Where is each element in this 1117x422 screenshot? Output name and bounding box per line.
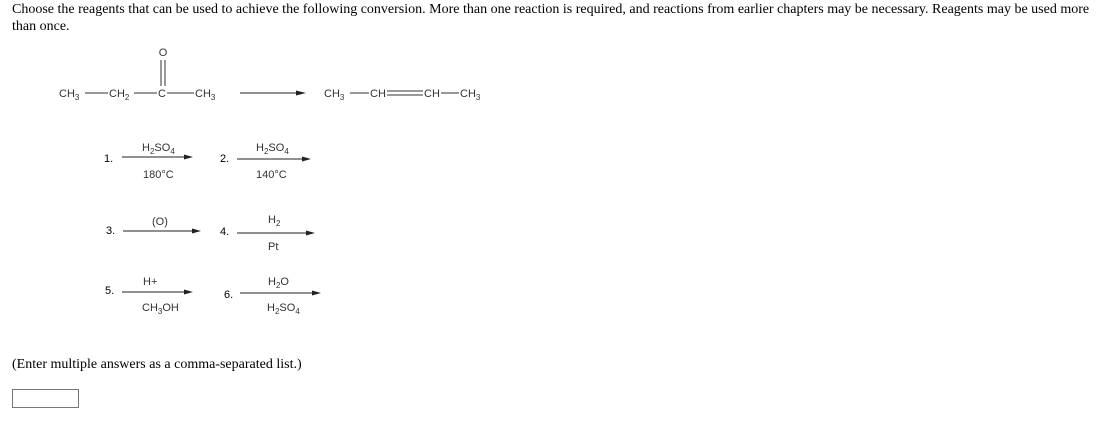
reagent-option-6 [224,276,321,316]
answer-input[interactable] [12,389,79,408]
reagent-below: Pt [268,241,279,253]
reagent-option-4 [220,214,315,253]
arrow-head [306,231,315,236]
reagent-below: $H_2SO_4$ [267,302,300,316]
reagent-number: 2. [220,153,230,165]
arrow-head [184,290,193,295]
arrow-head [184,155,193,160]
reactant-ch3-right: $CH_3$ [195,88,216,102]
reagent-option-3 [106,216,201,237]
question-text: Choose the reagents that can be used to achieve the following conversion. More than one reaction is required, and reactions from earlier chapters may be necessary. Reagents may be used more than once. [12,2,1090,34]
answer-instructions: (Enter multiple answers as a comma-separated list.) [12,357,302,372]
reagent-number: 5. [105,285,115,297]
reagent-above: H+ [143,276,158,288]
reagent-above: (O) [152,216,168,228]
reactant-structure [59,47,216,102]
product-ch3-right: $CH_3$ [460,88,481,102]
reagent-option-1 [104,142,193,181]
reagent-below: 180°C [143,169,174,181]
reagent-number: 1. [104,153,114,165]
reagent-number: 4. [220,226,230,238]
reactant-carbonyl-carbon: C [158,88,166,100]
reagent-number: 3. [106,225,116,237]
product-ch3-left: $CH_3$ [324,88,345,102]
reagent-above: $H_2O$ [268,276,289,290]
conversion-arrow [240,91,306,96]
reagent-above: $H_2SO_4$ [256,142,289,156]
reagent-option-2 [220,142,311,181]
reactant-ch2: $CH_2$ [109,88,130,102]
reagent-below: 140°C [256,169,287,181]
product-structure [324,88,481,102]
reagent-above: $H_2$ [268,214,281,228]
arrow-head [192,229,201,234]
reactant-ch3-left: $CH_3$ [59,88,80,102]
reagent-below: $CH_3OH$ [142,302,179,316]
product-ch-a: CH [370,88,386,100]
reactant-oxygen: O [158,47,168,59]
reagent-above: $H_2SO_4$ [142,142,175,156]
product-ch-b: CH [424,88,440,100]
reagent-number: 6. [224,289,234,301]
reagent-option-5 [105,276,193,316]
arrow-head [302,157,311,162]
arrow-head [312,291,321,296]
